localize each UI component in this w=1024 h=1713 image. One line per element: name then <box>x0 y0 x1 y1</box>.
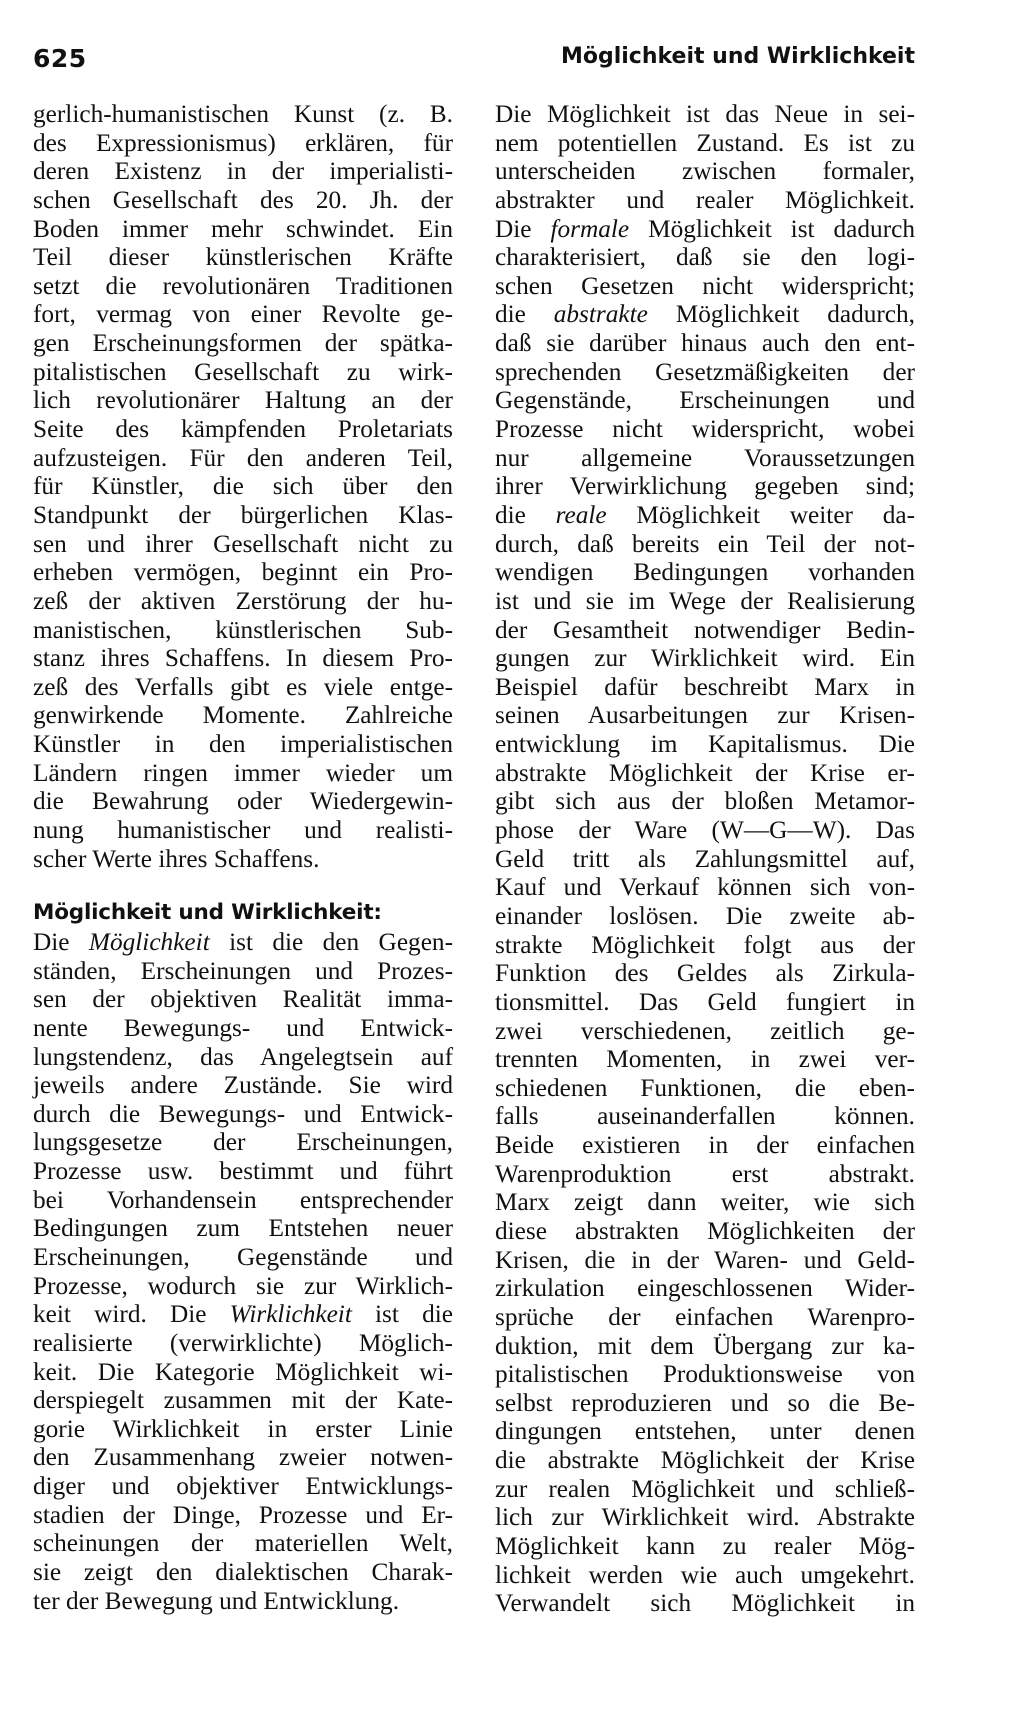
text-line: fort, vermag von einer Revolte ge- <box>33 300 453 329</box>
text-line: nung humanistischer und realisti- <box>33 816 453 845</box>
text-line: sen der objektiven Realität imma- <box>33 985 453 1014</box>
text-line: derspiegelt zusammen mit der Kate- <box>33 1386 453 1415</box>
text-line: Gegenstände, Erscheinungen und <box>495 386 915 415</box>
text-line: sprechenden Gesetzmäßigkeiten der <box>495 357 915 386</box>
text-line: lich revolutionärer Haltung an der <box>33 386 453 415</box>
text-line: genwirkende Momente. Zahlreiche <box>33 701 453 730</box>
text-line: jeweils andere Zustände. Sie wird <box>33 1071 453 1100</box>
text-line: keit. Die Kategorie Möglichkeit wi- <box>33 1357 453 1386</box>
text-line: trennten Momenten, in zwei ver- <box>495 1045 915 1074</box>
text-line: Kauf und Verkauf können sich von- <box>495 873 915 902</box>
text-line: lichkeit werden wie auch umgekehrt. <box>495 1560 915 1589</box>
text-line: Ländern ringen immer wieder um <box>33 758 453 787</box>
text-line: pitalistischen Gesellschaft zu wirk- <box>33 357 453 386</box>
term-wirklichkeit: Wirklichkeit <box>229 1300 352 1329</box>
text-line: selbst reproduzieren und so die Be- <box>495 1388 915 1417</box>
text-line: phose der Ware (W—G—W). Das <box>495 816 915 845</box>
text-line: zeß der aktiven Zerstörung der hu- <box>33 586 453 615</box>
text-line: charakterisiert, daß sie den logi- <box>495 243 915 272</box>
text-line: Die Möglichkeit ist das Neue in sei- <box>495 100 915 128</box>
text-line: Verwandelt sich Möglichkeit in <box>495 1589 915 1618</box>
text-line: sprüche der einfachen Warenpro- <box>495 1302 915 1331</box>
text-line: bei Vorhandensein entsprechender <box>33 1185 453 1214</box>
text-line: die Bewahrung oder Wiedergewin- <box>33 787 453 816</box>
text-line: die abstrakte Möglichkeit der Krise <box>495 1446 915 1475</box>
text-line: Krisen, die in der Waren- und Geld- <box>495 1245 915 1274</box>
text-line: gungen zur Wirklichkeit wird. Ein <box>495 644 915 673</box>
text-line: schen Gesetzen nicht widerspricht; <box>495 271 915 300</box>
text-line: Erscheinungen, Gegenstände und <box>33 1242 453 1271</box>
text-line: lungsgesetze der Erscheinungen, <box>33 1128 453 1157</box>
text-line: Die Möglichkeit ist die den Gegen- <box>33 927 453 956</box>
text-line: Warenproduktion erst abstrakt. <box>495 1159 915 1188</box>
text-line: für Künstler, die sich über den <box>33 472 453 501</box>
text-line: tionsmittel. Das Geld fungiert in <box>495 987 915 1016</box>
text-line: dingungen entstehen, unter denen <box>495 1417 915 1446</box>
text-line: falls auseinanderfallen können. <box>495 1102 915 1131</box>
text-line: Funktion des Geldes als Zirkula- <box>495 959 915 988</box>
section-heading: Möglichkeit und Wirklichkeit: <box>33 900 382 926</box>
text-line: setzt die revolutionären Traditionen <box>33 271 453 300</box>
text-line: einander loslösen. Die zweite ab- <box>495 901 915 930</box>
text-line: deren Existenz in der imperialisti- <box>33 157 453 186</box>
text-line: strakte Möglichkeit folgt aus der <box>495 930 915 959</box>
text-line: den Zusammenhang zweier notwen- <box>33 1443 453 1472</box>
text-line: Möglichkeit kann zu realer Mög- <box>495 1532 915 1561</box>
text-line: lungstendenz, das Angelegtsein auf <box>33 1042 453 1071</box>
text-line: keit wird. Die Wirklichkeit ist die <box>33 1300 453 1329</box>
text-line: ist und sie im Wege der Realisierung <box>495 586 915 615</box>
text-line: Prozesse nicht widerspricht, wobei <box>495 415 915 444</box>
text-line: zeß des Verfalls gibt es viele entge- <box>33 672 453 701</box>
text-line: sen und ihrer Gesellschaft nicht zu <box>33 529 453 558</box>
text-line: Beispiel dafür beschreibt Marx in <box>495 672 915 701</box>
text-line: Marx zeigt dann weiter, wie sich <box>495 1188 915 1217</box>
text-line: Standpunkt der bürgerlichen Klas- <box>33 500 453 529</box>
running-head: Möglichkeit und Wirklichkeit <box>560 44 915 69</box>
text-line: abstrakter und realer Möglichkeit. <box>495 185 915 214</box>
text-line: Bedingungen zum Entstehen neuer <box>33 1214 453 1243</box>
text-line: schen Gesellschaft des 20. Jh. der <box>33 185 453 214</box>
text-line: durch, daß bereits ein Teil der not- <box>495 529 915 558</box>
text-line: Teil dieser künstlerischen Kräfte <box>33 243 453 272</box>
paragraph-definition <box>33 928 453 1615</box>
text-line: seinen Ausarbeitungen zur Krisen- <box>495 701 915 730</box>
right-column <box>495 100 915 1618</box>
text-line: diger und objektiver Entwicklungs- <box>33 1472 453 1501</box>
text-line: duktion, mit dem Übergang zur ka- <box>495 1331 915 1360</box>
text-line: nente Bewegungs- und Entwick- <box>33 1013 453 1042</box>
term-formale: formale <box>550 214 630 243</box>
text-line: die abstrakte Möglichkeit dadurch, <box>495 300 915 329</box>
text-line: unterscheiden zwischen formaler, <box>495 157 915 186</box>
term-moeglichkeit: Möglichkeit <box>88 927 210 956</box>
text-line: Geld tritt als Zahlungsmittel auf, <box>495 844 915 873</box>
text-line: sie zeigt den dialektischen Charak- <box>33 1558 453 1587</box>
text-line: gorie Wirklichkeit in erster Linie <box>33 1414 453 1443</box>
text-line: ter der Bewegung und Entwicklung. <box>33 1586 400 1615</box>
text-line: scheinungen der materiellen Welt, <box>33 1529 453 1558</box>
text-line: gen Erscheinungsformen der spätka- <box>33 329 453 358</box>
text-line: diese abstrakten Möglichkeiten der <box>495 1216 915 1245</box>
text-line: realisierte (verwirklichte) Möglich- <box>33 1328 453 1357</box>
text-line: zirkulation eingeschlossenen Wider- <box>495 1274 915 1303</box>
text-line: Seite des kämpfenden Proletariats <box>33 415 453 444</box>
paragraph-gap <box>33 873 453 899</box>
left-column <box>33 100 453 1615</box>
text-line: pitalistischen Produktionsweise von <box>495 1360 915 1389</box>
text-line: Prozesse, wodurch sie zur Wirklich- <box>33 1271 453 1300</box>
text-line: des Expressionismus) erklären, für <box>33 128 453 157</box>
text-line: die reale Möglichkeit weiter da- <box>495 500 915 529</box>
text-line: ihrer Verwirklichung gegeben sind; <box>495 472 915 501</box>
text-line: Beide existieren in der einfachen <box>495 1131 915 1160</box>
term-abstrakte: abstrakte <box>553 300 648 329</box>
text-line: erheben vermögen, beginnt ein Pro- <box>33 558 453 587</box>
text-line: gibt sich aus der bloßen Metamor- <box>495 787 915 816</box>
text-line: nem potentiellen Zustand. Es ist zu <box>495 128 915 157</box>
text-line: lich zur Wirklichkeit wird. Abstrakte <box>495 1503 915 1532</box>
text-line: wendigen Bedingungen vorhanden <box>495 558 915 587</box>
paragraph-continuation <box>33 100 453 873</box>
text-line: durch die Bewegungs- und Entwick- <box>33 1099 453 1128</box>
text-line: abstrakte Möglichkeit der Krise er- <box>495 758 915 787</box>
text-line: aufzusteigen. Für den anderen Teil, <box>33 443 453 472</box>
page-number: 625 <box>33 44 87 73</box>
term-reale: reale <box>555 500 607 529</box>
text-line: gerlich-humanistischen Kunst (z. B. <box>33 100 453 128</box>
text-line: schiedenen Funktionen, die eben- <box>495 1073 915 1102</box>
text-line: der Gesamtheit notwendiger Bedin- <box>495 615 915 644</box>
text-line: Die formale Möglichkeit ist dadurch <box>495 214 915 243</box>
text-line: zwei verschiedenen, zeitlich ge- <box>495 1016 915 1045</box>
text-line: scher Werte ihres Schaffens. <box>33 844 320 873</box>
text-line: ständen, Erscheinungen und Prozes- <box>33 956 453 985</box>
text-line: manistischen, künstlerischen Sub- <box>33 615 453 644</box>
text-line: Künstler in den imperialistischen <box>33 730 453 759</box>
text-line: stadien der Dinge, Prozesse und Er- <box>33 1500 453 1529</box>
text-line: Prozesse usw. bestimmt und führt <box>33 1157 453 1186</box>
text-line: Boden immer mehr schwindet. Ein <box>33 214 453 243</box>
text-line: daß sie darüber hinaus auch den ent- <box>495 329 915 358</box>
page-header <box>33 44 915 80</box>
text-line: entwicklung im Kapitalismus. Die <box>495 730 915 759</box>
text-line: zur realen Möglichkeit und schließ- <box>495 1474 915 1503</box>
text-line: nur allgemeine Voraussetzungen <box>495 443 915 472</box>
text-line: stanz ihres Schaffens. In diesem Pro- <box>33 644 453 673</box>
